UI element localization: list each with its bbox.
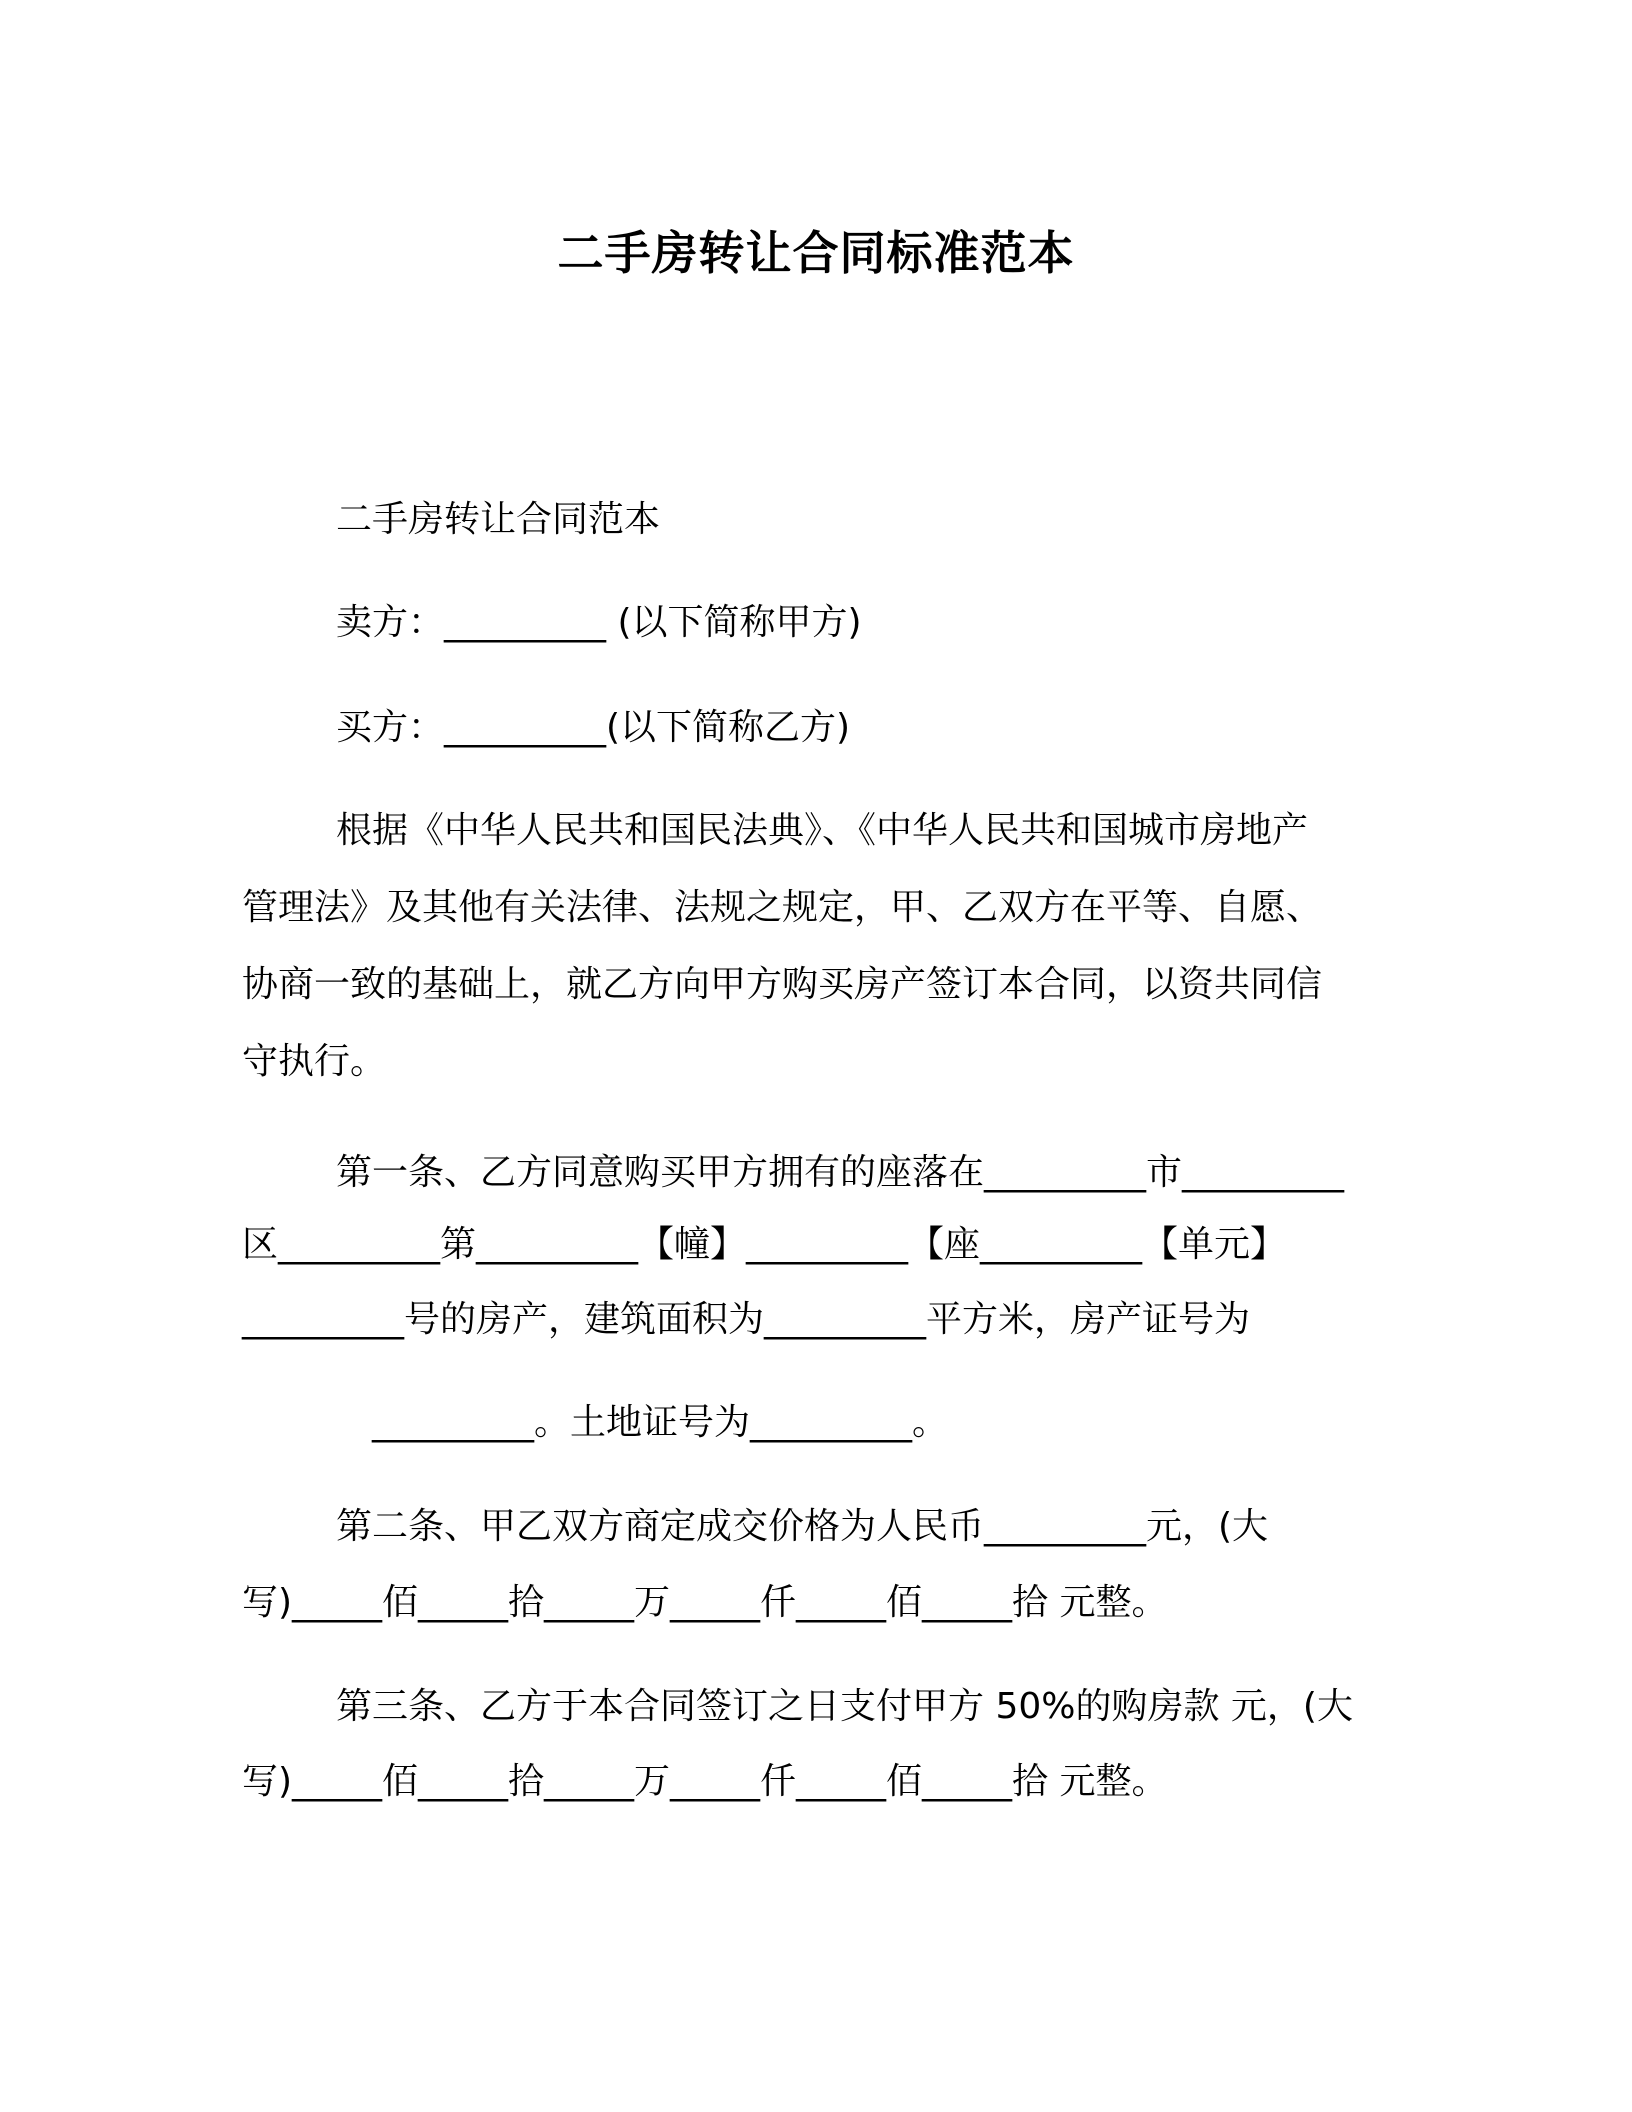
article1-line-1: 第一条、乙方同意购买甲方拥有的座落在_________市_________ <box>336 1152 1345 1193</box>
preamble-line-4: 守执行。 <box>242 1041 387 1082</box>
buyer-line: 买方：_________(以下简称乙方) <box>336 707 851 748</box>
article2-line-1: 第二条、甲乙双方商定成交价格为人民币_________元，(大 <box>336 1506 1269 1547</box>
seller-line: 卖方：_________ (以下简称甲方) <box>336 602 862 643</box>
article2-line-2: 写)_____佰_____拾_____万_____仟_____佰_____拾 元整。 <box>242 1582 1168 1623</box>
document-subtitle: 二手房转让合同范本 <box>336 499 661 540</box>
document-title: 二手房转让合同标准范本 <box>557 226 1075 280</box>
preamble-line-3: 协商一致的基础上，就乙方向甲方购买房产签订本合同，以资共同信 <box>242 964 1323 1005</box>
article3-line-1: 第三条、乙方于本合同签订之日支付甲方 50%的购房款 元，(大 <box>336 1686 1353 1727</box>
article1-line-4: _________。土地证号为_________。 <box>372 1402 949 1443</box>
preamble-line-2: 管理法》及其他有关法律、法规之规定，甲、乙双方在平等、自愿、 <box>242 887 1323 928</box>
article1-line-3: _________号的房产，建筑面积为_________平方米，房产证号为 <box>242 1299 1251 1340</box>
article3-line-2: 写)_____佰_____拾_____万_____仟_____佰_____拾 元整。 <box>242 1761 1168 1802</box>
preamble-line-1: 根据《中华人民共和国民法典》、《中华人民共和国城市房地产 <box>336 810 1309 851</box>
article1-line-2: 区_________第_________【幢】_________【座_________【单元】 <box>242 1224 1287 1265</box>
